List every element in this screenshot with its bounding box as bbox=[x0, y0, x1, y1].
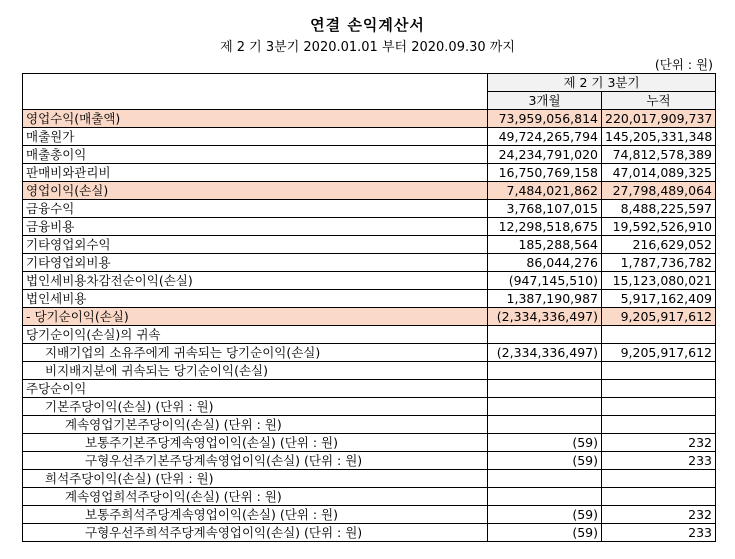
row-value-cumulative: 27,798,489,064 bbox=[602, 182, 716, 200]
row-value-cumulative bbox=[602, 470, 716, 488]
row-label: 구형우선주기본주당계속영업이익(손실) (단위 : 원) bbox=[23, 452, 488, 470]
row-value-cumulative: 8,488,225,597 bbox=[602, 200, 716, 218]
table-row bbox=[23, 218, 716, 236]
row-value-3month bbox=[488, 416, 602, 434]
row-value-3month: (59) bbox=[488, 434, 602, 452]
row-value-3month bbox=[488, 398, 602, 416]
table-row bbox=[23, 362, 716, 380]
table-row bbox=[23, 416, 716, 434]
statement-title: 연결 손익계산서 bbox=[310, 16, 425, 34]
statement-body bbox=[23, 110, 716, 542]
income-statement-table bbox=[22, 73, 716, 542]
row-value-cumulative bbox=[602, 326, 716, 344]
table-row bbox=[23, 398, 716, 416]
table-row bbox=[23, 344, 716, 362]
row-value-3month: (2,334,336,497) bbox=[488, 344, 602, 362]
row-value-cumulative: 5,917,162,409 bbox=[602, 290, 716, 308]
row-value-3month bbox=[488, 380, 602, 398]
row-label: - 당기순이익(손실) bbox=[23, 308, 488, 326]
row-value-cumulative: 232 bbox=[602, 506, 716, 524]
header-row-period bbox=[23, 74, 716, 92]
row-value-cumulative: 145,205,331,348 bbox=[602, 128, 716, 146]
row-value-3month: (59) bbox=[488, 452, 602, 470]
row-value-3month bbox=[488, 470, 602, 488]
table-row bbox=[23, 326, 716, 344]
row-value-cumulative: 233 bbox=[602, 524, 716, 542]
row-label: 주당순이익 bbox=[23, 380, 488, 398]
row-value-cumulative: 1,787,736,782 bbox=[602, 254, 716, 272]
table-row bbox=[23, 308, 716, 326]
table-row bbox=[23, 146, 716, 164]
row-value-3month: 73,959,056,814 bbox=[488, 110, 602, 128]
row-label: 매출총이익 bbox=[23, 146, 488, 164]
row-label: 영업이익(손실) bbox=[23, 182, 488, 200]
row-label: 매출원가 bbox=[23, 128, 488, 146]
row-label: 금융비용 bbox=[23, 218, 488, 236]
header-period: 제 2 기 3분기 bbox=[488, 74, 716, 92]
table-row bbox=[23, 110, 716, 128]
table-row bbox=[23, 434, 716, 452]
table-row bbox=[23, 182, 716, 200]
row-label: 비지배지분에 귀속되는 당기순이익(손실) bbox=[23, 362, 488, 380]
table-row bbox=[23, 236, 716, 254]
row-label: 금융수익 bbox=[23, 200, 488, 218]
row-value-cumulative bbox=[602, 416, 716, 434]
table-row bbox=[23, 524, 716, 542]
row-label: 지배기업의 소유주에게 귀속되는 당기순이익(손실) bbox=[23, 344, 488, 362]
header-3month: 3개월 bbox=[488, 92, 602, 110]
row-value-cumulative: 9,205,917,612 bbox=[602, 308, 716, 326]
row-value-3month: (2,334,336,497) bbox=[488, 308, 602, 326]
row-value-3month: 185,288,564 bbox=[488, 236, 602, 254]
row-value-3month bbox=[488, 362, 602, 380]
table-row bbox=[23, 128, 716, 146]
row-value-cumulative: 216,629,052 bbox=[602, 236, 716, 254]
row-label: 보통주기본주당계속영업이익(손실) (단위 : 원) bbox=[23, 434, 488, 452]
row-value-cumulative bbox=[602, 398, 716, 416]
row-value-cumulative bbox=[602, 488, 716, 506]
row-label: 기본주당이익(손실) (단위 : 원) bbox=[23, 398, 488, 416]
row-value-3month: 1,387,190,987 bbox=[488, 290, 602, 308]
row-label: 법인세비용 bbox=[23, 290, 488, 308]
row-value-cumulative bbox=[602, 362, 716, 380]
row-label: 보통주희석주당계속영업이익(손실) (단위 : 원) bbox=[23, 506, 488, 524]
row-label: 영업수익(매출액) bbox=[23, 110, 488, 128]
row-value-cumulative bbox=[602, 380, 716, 398]
row-value-3month: (59) bbox=[488, 524, 602, 542]
row-label: 계속영업희석주당이익(손실) (단위 : 원) bbox=[23, 488, 488, 506]
row-value-3month: 3,768,107,015 bbox=[488, 200, 602, 218]
header-cumulative: 누적 bbox=[602, 92, 716, 110]
row-value-cumulative: 220,017,909,737 bbox=[602, 110, 716, 128]
table-row bbox=[23, 452, 716, 470]
row-value-cumulative: 9,205,917,612 bbox=[602, 344, 716, 362]
row-value-cumulative: 233 bbox=[602, 452, 716, 470]
row-value-3month: 7,484,021,862 bbox=[488, 182, 602, 200]
statement-period: 제 2 기 3분기 2020.01.01 부터 2020.09.30 까지 bbox=[220, 40, 515, 55]
row-value-3month: 16,750,769,158 bbox=[488, 164, 602, 182]
table-row bbox=[23, 488, 716, 506]
row-value-cumulative: 19,592,526,910 bbox=[602, 218, 716, 236]
row-label: 법인세비용차감전순이익(손실) bbox=[23, 272, 488, 290]
row-label: 계속영업기본주당이익(손실) (단위 : 원) bbox=[23, 416, 488, 434]
table-row bbox=[23, 506, 716, 524]
table-row bbox=[23, 200, 716, 218]
row-value-cumulative: 47,014,089,325 bbox=[602, 164, 716, 182]
row-value-3month: 24,234,791,020 bbox=[488, 146, 602, 164]
row-value-cumulative: 74,812,578,389 bbox=[602, 146, 716, 164]
row-value-3month bbox=[488, 326, 602, 344]
header-blank-cell bbox=[23, 74, 488, 110]
table-row bbox=[23, 164, 716, 182]
row-value-3month: 49,724,265,794 bbox=[488, 128, 602, 146]
table-row bbox=[23, 470, 716, 488]
table-row bbox=[23, 272, 716, 290]
row-value-cumulative: 15,123,080,021 bbox=[602, 272, 716, 290]
row-label: 기타영업외비용 bbox=[23, 254, 488, 272]
row-label: 당기순이익(손실)의 귀속 bbox=[23, 326, 488, 344]
row-value-3month: 86,044,276 bbox=[488, 254, 602, 272]
unit-label: (단위 : 원) bbox=[654, 57, 713, 72]
row-value-cumulative: 232 bbox=[602, 434, 716, 452]
row-value-3month: 12,298,518,675 bbox=[488, 218, 602, 236]
row-label: 판매비와관리비 bbox=[23, 164, 488, 182]
row-label: 기타영업외수익 bbox=[23, 236, 488, 254]
row-value-3month bbox=[488, 488, 602, 506]
row-label: 구형우선주희석주당계속영업이익(손실) (단위 : 원) bbox=[23, 524, 488, 542]
row-label: 희석주당이익(손실) (단위 : 원) bbox=[23, 470, 488, 488]
row-value-3month: (59) bbox=[488, 506, 602, 524]
table-row bbox=[23, 254, 716, 272]
row-value-3month: (947,145,510) bbox=[488, 272, 602, 290]
table-row bbox=[23, 380, 716, 398]
table-row bbox=[23, 290, 716, 308]
